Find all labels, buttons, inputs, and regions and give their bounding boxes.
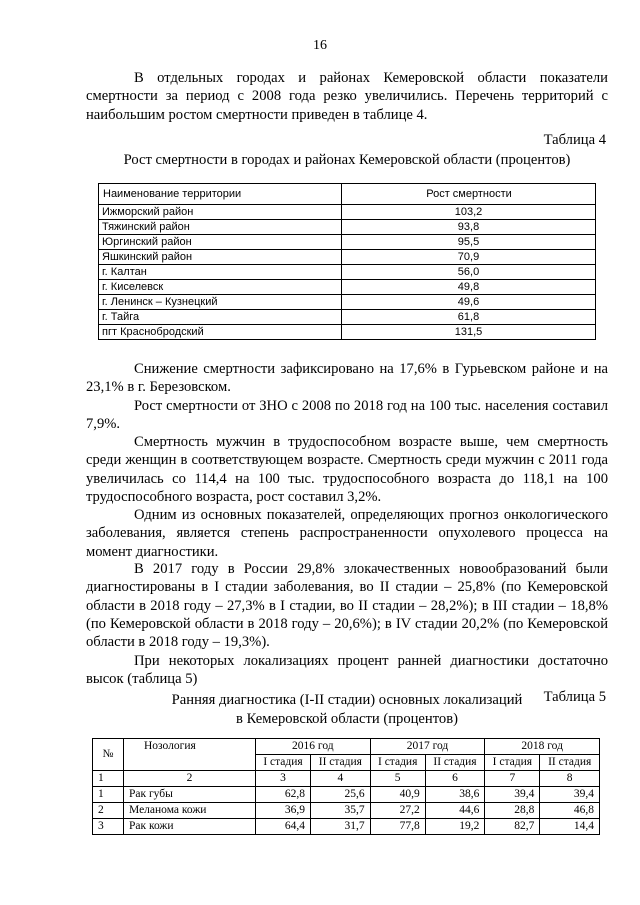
table-row (99, 280, 596, 295)
table5-index-row (93, 771, 600, 787)
table5-header-row (93, 739, 600, 755)
table-row (99, 220, 596, 235)
table5-title-line1: Ранняя диагностика (I-II стадии) основных локализаций (171, 692, 523, 708)
row-number: 1 (93, 787, 124, 803)
table5-stage1-2018: I стадия (485, 755, 540, 771)
territory-name: Тяжинский район (99, 220, 342, 235)
value-cell: 64,4 (256, 819, 311, 835)
table5-stage1-2016: I стадия (256, 755, 311, 771)
table-row (99, 235, 596, 250)
value-cell: 25,6 (311, 787, 371, 803)
paragraph-male-mortality (86, 433, 608, 506)
paragraph-text: При некоторых локализациях процент ранней диагностики достаточно высок (таблица 5) (86, 653, 608, 688)
table5-header-year-2018: 2018 год (485, 739, 600, 755)
value-cell: 77,8 (370, 819, 425, 835)
paragraph-text: Снижение смертности зафиксировано на 17,6% в Гурьевском районе и на 23,1% в г. Березовском. (86, 361, 608, 396)
table4-header-name: Наименование территории (99, 184, 342, 205)
table5-header-num: № (93, 739, 124, 771)
value-cell: 27,2 (370, 803, 425, 819)
table4-title: Рост смертности в городах и районах Кемеровской области (процентов) (123, 152, 571, 168)
nosology-name: Рак губы (124, 787, 256, 803)
paragraph-early-diagnostics (86, 652, 608, 689)
row-number: 2 (93, 803, 124, 819)
mortality-growth: 56,0 (342, 265, 596, 280)
territory-name: г. Ленинск – Кузнецкий (99, 295, 342, 310)
paragraph-stages-2017 (86, 560, 608, 651)
intro-paragraph (86, 69, 608, 124)
paragraph-zno-growth (86, 397, 608, 434)
mortality-growth: 61,8 (342, 310, 596, 325)
territory-name: пгт Краснобродский (99, 325, 342, 340)
mortality-growth: 131,5 (342, 325, 596, 340)
value-cell: 39,4 (485, 787, 540, 803)
mortality-growth: 95,5 (342, 235, 596, 250)
territory-name: г. Калтан (99, 265, 342, 280)
table5-caption: Таблица 5 (543, 689, 606, 705)
table4-caption: Таблица 4 (543, 132, 606, 148)
table5-header-year-2016: 2016 год (256, 739, 371, 755)
value-cell: 46,8 (540, 803, 600, 819)
table-row (99, 205, 596, 220)
table-row (93, 787, 600, 803)
nosology-name: Меланома кожи (124, 803, 256, 819)
territory-name: Ижморский район (99, 205, 342, 220)
table-row (99, 250, 596, 265)
index-cell: 6 (425, 771, 485, 787)
value-cell: 14,4 (540, 819, 600, 835)
index-cell: 7 (485, 771, 540, 787)
territory-name: Яшкинский район (99, 250, 342, 265)
value-cell: 40,9 (370, 787, 425, 803)
table-row (99, 265, 596, 280)
value-cell: 31,7 (311, 819, 371, 835)
index-cell: 4 (311, 771, 371, 787)
paragraph-text: Смертность мужчин в трудоспособном возрасте выше, чем смертность среди женщин в соответствующем возрасте. Смертность среди мужчин с 2011 года увеличилась со 114,4 на 100 тыс. трудоспособного возраста до 118,1 на 100 трудоспособного возраста, рост составил 3,2%. (86, 434, 608, 505)
table5-stage2-2016: II стадия (311, 755, 371, 771)
value-cell: 44,6 (425, 803, 485, 819)
table5-stage1-2017: I стадия (370, 755, 425, 771)
table5-stage2-2018: II стадия (540, 755, 600, 771)
table-row (99, 310, 596, 325)
paragraph-text: В 2017 году в России 29,8% злокачественных новообразований были диагностированы в I стадии заболевания, во II стадии – 25,8% (по Кемеровской области в 2018 году – 27,3% в I стадии, во II стадии – 28,2%); в III стадии – 18,8% (по Кемеровской области в 2018 году – 20,6%); в IV стадии 20,2% (по Кемеровской области в 2018 году – 19,3%). (86, 561, 608, 651)
table5-header-nosology: Нозология (124, 739, 256, 771)
mortality-growth: 49,8 (342, 280, 596, 295)
paragraph-text: Одним из основных показателей, определяющих прогноз онкологического заболевания, является степень распространенности опухолевого процесса на момент диагностики. (86, 507, 608, 560)
intro-text: В отдельных городах и районах Кемеровской области показатели смертности за период с 2008 года резко увеличились. Перечень территорий с наибольшим ростом смертности приведен в таблице 4. (86, 70, 608, 123)
paragraph-text: Рост смертности от ЗНО с 2008 по 2018 год на 100 тыс. населения составил 7,9%. (86, 398, 608, 433)
table5 (92, 738, 600, 835)
index-cell: 1 (93, 771, 124, 787)
mortality-growth: 93,8 (342, 220, 596, 235)
territory-name: Юргинский район (99, 235, 342, 250)
mortality-growth: 70,9 (342, 250, 596, 265)
table4 (98, 183, 596, 340)
nosology-name: Рак кожи (124, 819, 256, 835)
territory-name: г. Киселевск (99, 280, 342, 295)
table5-stage2-2017: II стадия (425, 755, 485, 771)
paragraph-mortality-decrease (86, 360, 608, 397)
mortality-growth: 103,2 (342, 205, 596, 220)
territory-name: г. Тайга (99, 310, 342, 325)
value-cell: 82,7 (485, 819, 540, 835)
table4-header-value: Рост смертности (342, 184, 596, 205)
row-number: 3 (93, 819, 124, 835)
index-cell: 3 (256, 771, 311, 787)
value-cell: 62,8 (256, 787, 311, 803)
table-row (93, 819, 600, 835)
value-cell: 38,6 (425, 787, 485, 803)
mortality-growth: 49,6 (342, 295, 596, 310)
table5-title-line2: в Кемеровской области (процентов) (236, 711, 458, 727)
index-cell: 5 (370, 771, 425, 787)
value-cell: 39,4 (540, 787, 600, 803)
table4-header-row (99, 184, 596, 205)
paragraph-prognosis (86, 506, 608, 561)
page-number: 16 (313, 38, 327, 53)
index-cell: 2 (124, 771, 256, 787)
table-row (93, 803, 600, 819)
value-cell: 35,7 (311, 803, 371, 819)
value-cell: 19,2 (425, 819, 485, 835)
index-cell: 8 (540, 771, 600, 787)
table-row (99, 295, 596, 310)
value-cell: 36,9 (256, 803, 311, 819)
value-cell: 28,8 (485, 803, 540, 819)
table-row (99, 325, 596, 340)
table5-header-year-2017: 2017 год (370, 739, 485, 755)
